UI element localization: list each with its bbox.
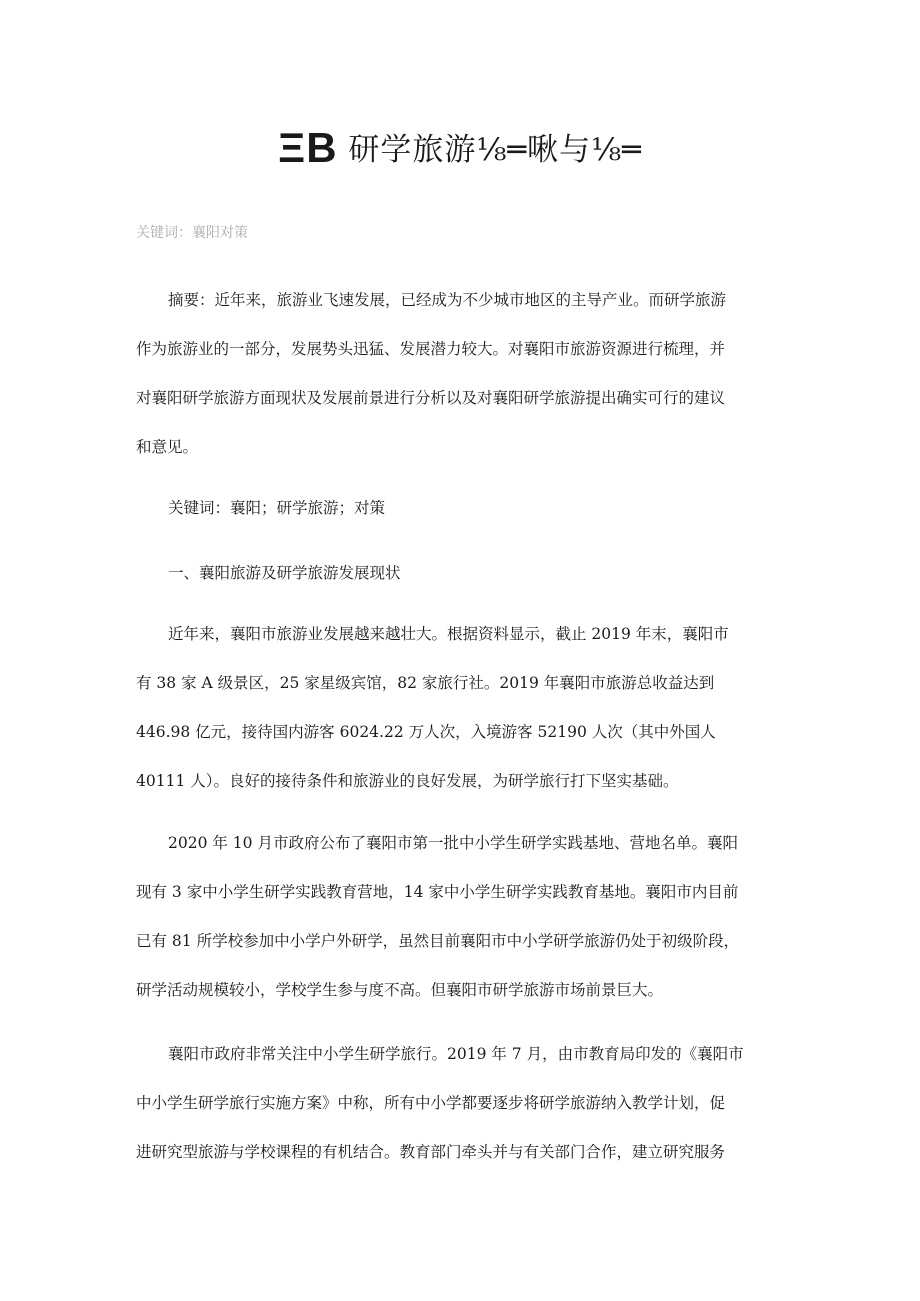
paragraph-line: 进研究型旅游与学校课程的有机结合。教育部门牵头并与有关部门合作，建立研究服务	[136, 1143, 726, 1161]
paragraph-line: 已有 81 所学校参加中小学户外研学，虽然目前襄阳市中小学研学旅游仍处于初级阶段，	[136, 932, 740, 950]
paragraph-line: 襄阳市政府非常关注中小学生研学旅行。2019 年 7 月，由市教育局印发的《襄阳市	[168, 1045, 744, 1063]
paragraph-government-policy	[136, 1030, 796, 1177]
paragraph-line: 2020 年 10 月市政府公布了襄阳市第一批中小学生研学实践基地、营地名单。襄阳	[168, 834, 738, 852]
paragraph-line: 近年来，襄阳市旅游业发展越来越壮大。根据资料显示，截止 2019 年末，襄阳市	[168, 625, 729, 643]
gray-keywords: 关键词：襄阳对策	[136, 225, 248, 241]
paragraph-tourism-status	[136, 610, 796, 806]
abstract-line: 作为旅游业的一部分，发展势头迅猛、发展潜力较大。对襄阳市旅游资源进行梳理，并	[136, 340, 726, 358]
paragraph-line: 有 38 家 A 级景区，25 家星级宾馆，82 家旅行社。2019 年襄阳市旅游总收益达到	[136, 674, 715, 692]
paragraph-line: 446.98 亿元，接待国内游客 6024.22 万人次，入境游客 52190 人次（其中外国人	[136, 723, 716, 741]
keywords-line: 关键词：襄阳；研学旅游；对策	[168, 499, 386, 517]
paragraph-line: 中小学生研学旅行实施方案》中称，所有中小学都要逐步将研学旅游纳入教学计划，促	[136, 1094, 726, 1112]
title-prefix: ΞB	[278, 124, 338, 171]
title-text: 研学旅游⅛═啾与⅛═	[348, 132, 642, 168]
section-heading: 一、襄阳旅游及研学旅游发展现状	[168, 564, 401, 582]
paragraph-line: 40111 人）。良好的接待条件和旅游业的良好发展，为研学旅行打下坚实基础。	[136, 772, 679, 790]
paragraph-line: 现有 3 家中小学生研学实践教育营地，14 家中小学生研学实践教育基地。襄阳市内目前	[136, 883, 739, 901]
abstract-line: 和意见。	[136, 438, 199, 456]
abstract-paragraph	[136, 276, 796, 472]
paragraph-study-bases	[136, 819, 796, 1015]
abstract-line: 摘要：近年来，旅游业飞速发展，已经成为不少城市地区的主导产业。而研学旅游	[168, 291, 727, 309]
paragraph-line: 研学活动规模较小，学校学生参与度不高。但襄阳市研学旅游市场前景巨大。	[136, 981, 664, 999]
abstract-line: 对襄阳研学旅游方面现状及发展前景进行分析以及对襄阳研学旅游提出确实可行的建议	[136, 389, 726, 407]
document-title	[0, 126, 920, 172]
